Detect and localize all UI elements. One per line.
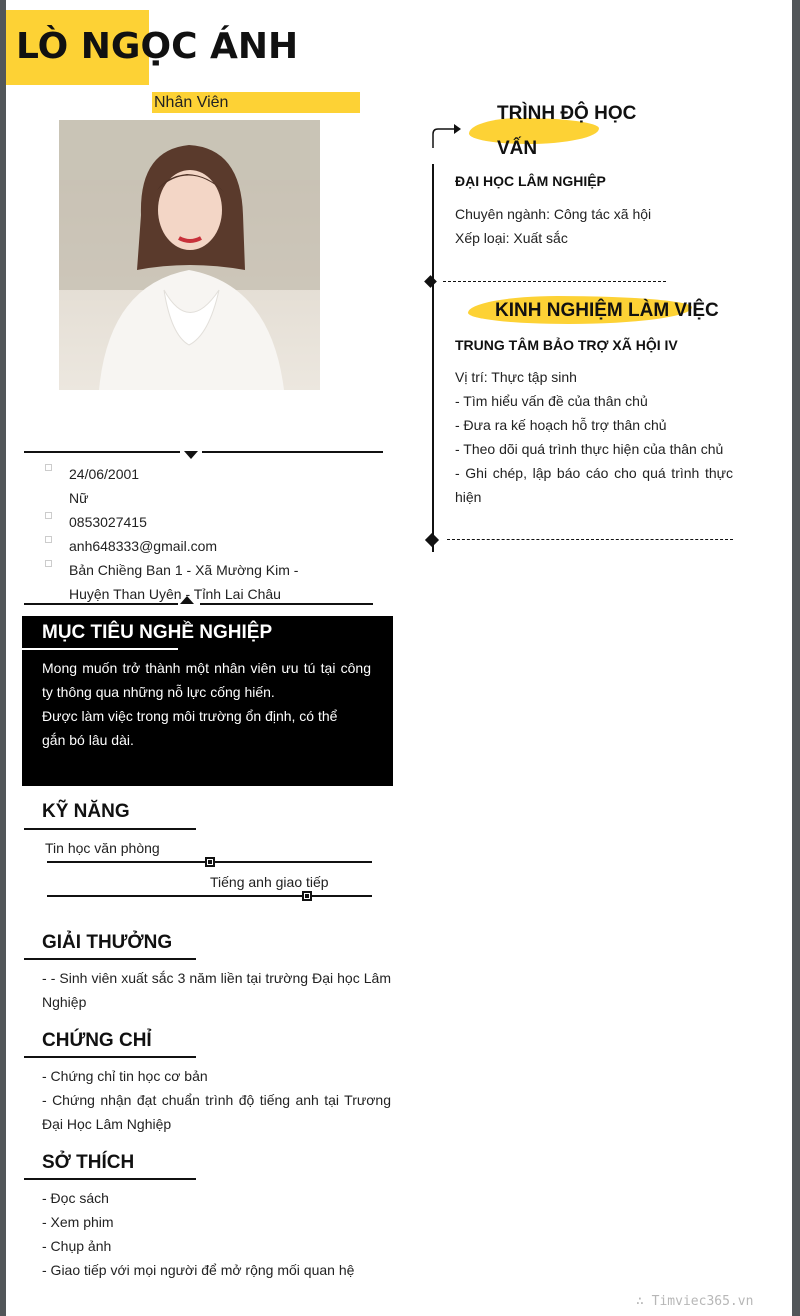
- address-line-1: Bản Chiềng Ban 1 - Xã Mường Kim -: [69, 562, 299, 578]
- certificates-title: CHỨNG CHỈ: [42, 1030, 152, 1051]
- duty-item: - Ghi chép, lập báo cáo cho quá trình thực hiện: [455, 465, 733, 505]
- skill-track: [47, 895, 372, 897]
- address-icon: [45, 560, 52, 567]
- education-title: TRÌNH ĐỘ HỌC: [497, 103, 637, 124]
- divider-line: [200, 603, 373, 605]
- hobbies-underline: [24, 1178, 196, 1180]
- birth-date: 24/06/2001: [69, 466, 140, 482]
- objective-underline: [22, 648, 178, 650]
- email-address: anh648333@gmail.com: [69, 538, 218, 554]
- divider-line: [24, 603, 178, 605]
- awards-title: GIẢI THƯỞNG: [42, 932, 173, 953]
- objective-line-2: Được làm việc trong môi trường ổn định, có thể: [42, 708, 338, 724]
- job-position: Nhân Viên: [152, 92, 360, 113]
- divider-line: [202, 451, 383, 453]
- hobby-item: - Giao tiếp với mọi người để mở rộng mối quan hệ: [42, 1262, 355, 1278]
- organization-name: TRUNG TÂM BẢO TRỢ XÃ HỘI IV: [455, 337, 678, 353]
- triangle-down-icon: [184, 451, 198, 459]
- objective-line-3: gắn bó lâu dài.: [42, 732, 134, 748]
- education-title-line-2: VẤN: [497, 138, 538, 159]
- section-divider: [443, 281, 666, 282]
- gender: Nữ: [69, 490, 89, 506]
- address-line-2: Huyện Than Uyên - Tỉnh Lai Châu: [69, 586, 281, 602]
- skills-underline: [24, 828, 196, 830]
- email-icon: [45, 536, 52, 543]
- certificate-item: - Chứng nhận đạt chuẩn trình độ tiếng anh tại Trương Đại Học Lâm Nghiệp: [42, 1092, 391, 1132]
- profile-photo: [59, 120, 320, 390]
- skills-title: KỸ NĂNG: [42, 801, 130, 822]
- objective-line-1: Mong muốn trở thành một nhân viên ưu tú tại công ty thông qua những nỗ lực cống hiến.: [42, 660, 371, 700]
- education-rank: Xếp loại: Xuất sắc: [455, 230, 568, 246]
- duty-item: - Tìm hiểu vấn đề của thân chủ: [455, 393, 648, 409]
- experience-role: Vị trí: Thực tập sinh: [455, 369, 577, 385]
- hobby-item: - Xem phim: [42, 1214, 114, 1230]
- duty-list: [455, 389, 733, 509]
- divider-line: [24, 451, 180, 453]
- hobby-item: - Đọc sách: [42, 1190, 109, 1206]
- duty-item: - Theo dõi quá trình thực hiện của thân chủ: [455, 441, 724, 457]
- phone-icon: [45, 512, 52, 519]
- watermark-text: ∴ Timviec365.vn: [636, 1294, 754, 1309]
- cv-page: [6, 0, 792, 1316]
- skill-level-marker: [302, 891, 312, 901]
- phone-number: 0853027415: [69, 514, 147, 530]
- skill-label: Tin học văn phòng: [45, 840, 160, 856]
- hobby-item: - Chụp ảnh: [42, 1238, 112, 1254]
- skill-level-marker: [205, 857, 215, 867]
- certificate-item: - Chứng chỉ tin học cơ bản: [42, 1068, 208, 1084]
- objective-section: [22, 616, 393, 786]
- award-item: - - Sinh viên xuất sắc 3 năm liền tại trường Đại học Lâm Nghiệp: [42, 970, 391, 1010]
- certificates-underline: [24, 1056, 196, 1058]
- school-name: ĐẠI HỌC LÂM NGHIỆP: [455, 173, 606, 189]
- candidate-name: LÒ NGỌC ÁNH: [16, 26, 299, 67]
- triangle-up-icon: [180, 596, 194, 604]
- experience-title: KINH NGHIỆM LÀM VIỆC: [495, 300, 719, 321]
- hobbies-list: [42, 1186, 354, 1282]
- objective-title: MỤC TIÊU NGHỀ NGHIỆP: [42, 622, 273, 643]
- skill-label: Tiếng anh giao tiếp: [210, 874, 329, 890]
- section-divider: [447, 539, 733, 540]
- education-major: Chuyên ngành: Công tác xã hội: [455, 206, 652, 222]
- duty-item: - Đưa ra kế hoạch hỗ trợ thân chủ: [455, 417, 667, 433]
- calendar-icon: [45, 464, 52, 471]
- awards-underline: [24, 958, 196, 960]
- hobbies-title: SỞ THÍCH: [42, 1152, 135, 1173]
- contact-texts: [69, 462, 298, 606]
